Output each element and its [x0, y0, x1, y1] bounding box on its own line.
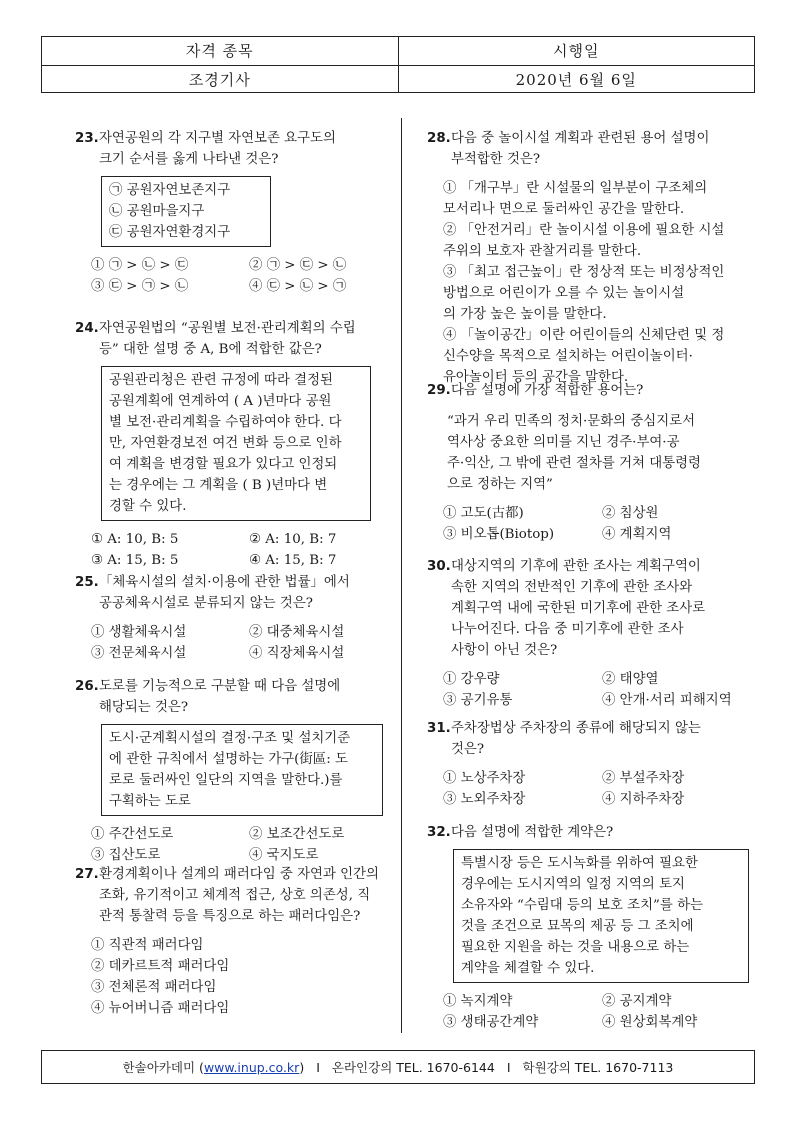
question-stem	[75, 318, 407, 360]
question-27	[75, 864, 407, 1019]
option-1[interactable]: ① 생활체육시설	[91, 625, 187, 640]
header-subject-value: 조경기사	[188, 70, 251, 89]
footer-separator: I	[316, 1059, 320, 1075]
header-date-value: 2020년 6월 6일	[398, 66, 755, 94]
question-number: 27.	[75, 867, 99, 882]
question-number: 24.	[75, 321, 99, 336]
question-25	[75, 572, 407, 664]
exam-header-table	[41, 36, 755, 93]
footer-separator: I	[506, 1059, 511, 1075]
question-number: 23.	[75, 131, 99, 146]
question-box: 특별시장 등은 도시녹화를 위하여 필요한 경우에는 도시지역의 일정 지역의 토지 소유자와 “수림대 등의 보호 조치”를 하는 것을 조건으로 묘목의 제공 등 그 조치에 필요한 지원을 하는 것을 내용으로 하는 계약을 체결할 수 있다.	[453, 849, 749, 983]
answer-options	[75, 529, 407, 571]
question-number: 25.	[75, 575, 99, 590]
question-26	[75, 676, 407, 866]
question-number: 28.	[427, 131, 451, 146]
question-box: ㉠ 공원자연보존지구 ㉡ 공원마을지구 ㉢ 공원자연환경지구	[101, 176, 271, 247]
option-1[interactable]: ① 직관적 패러다임	[91, 938, 204, 953]
option-2[interactable]: ② ㉠ > ㉢ > ㉡	[249, 258, 347, 273]
footer-online-phone: 온라인강의 TEL. 1670-6144	[331, 1060, 495, 1075]
question-stem	[75, 572, 407, 614]
option-4[interactable]: ④ 「놀이공간」이란 어린이들의 신체단련 및 정 신수양을 목적으로 설치하는 어린이놀이터· 유아놀이터 등의 공간을 말한다.	[443, 328, 725, 385]
option-4[interactable]: ④ 국지도로	[249, 848, 319, 863]
question-quote: “과거 우리 민족의 정치·문화의 중심지로서 역사상 중요한 의미를 지닌 경주·부여·공 주·익산, 그 밖에 관련 절차를 거쳐 대통령령 으로 정하는 지역”	[447, 414, 701, 492]
option-2[interactable]: ② A: 10, B: 7	[249, 532, 337, 547]
option-1[interactable]: ① A: 10, B: 5	[91, 532, 179, 547]
question-text: 「체육시설의 설치·이용에 관한 법률」에서 공공체육시설로 분류되지 않는 것은?	[99, 575, 350, 611]
question-stem	[75, 676, 407, 718]
question-number: 32.	[427, 825, 451, 840]
option-2[interactable]: ② 보조간선도로	[249, 827, 345, 842]
option-2[interactable]: ② 부설주차장	[602, 771, 685, 786]
header-date-title: 시행일	[398, 37, 755, 65]
option-1[interactable]: ① 녹지계약	[443, 994, 513, 1009]
answer-options	[75, 824, 407, 866]
question-stem	[427, 556, 761, 661]
question-text: 주차장법상 주차장의 종류에 해당되지 않는 것은?	[451, 721, 701, 757]
question-number: 30.	[427, 559, 451, 574]
question-text: 대상지역의 기후에 관한 조사는 계획구역이 속한 지역의 전반적인 기후에 관한 조사와 계획구역 내에 국한된 미기후에 관한 조사로 나누어진다. 다음 중 미기후에 관한 조사 사항이 아닌 것은?	[451, 559, 706, 658]
question-text: 자연공원의 각 지구별 자연보존 요구도의 크기 순서를 옳게 나타낸 것은?	[99, 131, 336, 167]
question-stem	[75, 128, 407, 170]
option-3[interactable]: ③ A: 15, B: 5	[91, 553, 179, 568]
question-text: 도로를 기능적으로 구분할 때 다음 설명에 해당되는 것은?	[99, 679, 341, 715]
answer-options	[427, 178, 761, 388]
option-4[interactable]: ④ 뉴어버니즘 패러다임	[91, 1001, 230, 1016]
question-number: 31.	[427, 721, 451, 736]
option-4[interactable]: ④ 계획지역	[602, 527, 672, 542]
question-box: 도시·군계획시설의 결정·구조 및 설치기준 에 관한 규칙에서 설명하는 가구(街區: 도 로로 둘러싸인 일단의 지역을 말한다.)를 구획하는 도로	[101, 724, 383, 816]
question-text: 다음 설명에 적합한 계약은?	[451, 825, 614, 840]
option-1[interactable]: ① 강우량	[443, 672, 500, 687]
answer-options	[75, 622, 407, 664]
answer-options	[427, 669, 761, 711]
option-4[interactable]: ④ A: 15, B: 7	[249, 553, 337, 568]
question-31	[427, 718, 761, 810]
option-3[interactable]: ③ 노외주차장	[443, 792, 526, 807]
option-2[interactable]: ② 데카르트적 패러다임	[91, 959, 230, 974]
question-box: 공원관리청은 관련 규정에 따라 결정된 공원계획에 연계하여 ( A )년마다 공원 별 보전·관리계획을 수립하여야 한다. 다 만, 자연환경보전 여건 변화 등으로 인하 여 계획을 변경할 필요가 있다고 인정되 는 경우에는 그 계획을 ( B )년마다 변 경할 수 있다.	[101, 366, 371, 521]
option-4[interactable]: ④ 지하주차장	[602, 792, 685, 807]
question-stem	[427, 380, 761, 401]
option-2[interactable]: ② 공지계약	[602, 994, 672, 1009]
question-stem	[427, 822, 761, 843]
question-23	[75, 128, 407, 297]
question-text: 다음 설명에 가장 적합한 용어는?	[451, 383, 644, 398]
option-1[interactable]: ① ㉠ > ㉡ > ㉢	[91, 258, 189, 273]
question-number: 29.	[427, 383, 451, 398]
option-4[interactable]: ④ 안개·서리 피해지역	[602, 693, 732, 708]
option-3[interactable]: ③ 전체론적 패러다임	[91, 980, 217, 995]
question-28	[427, 128, 761, 388]
question-stem	[427, 718, 761, 760]
question-text: 다음 중 놀이시설 계획과 관련된 용어 설명이 부적합한 것은?	[451, 131, 710, 167]
footer-bar	[41, 1050, 755, 1084]
question-text: 자연공원법의 “공원별 보전·관리계획의 수립 등” 대한 설명 중 A, B에 적합한 값은?	[99, 321, 356, 357]
answer-options	[427, 768, 761, 810]
option-3[interactable]: ③ 집산도로	[91, 848, 161, 863]
option-3[interactable]: ③ 전문체육시설	[91, 646, 187, 661]
header-subject-title: 자격 종목	[185, 42, 254, 61]
question-30	[427, 556, 761, 711]
option-1[interactable]: ① 「개구부」란 시설물의 일부분이 구조체의 모서리나 면으로 둘러싸인 공간을 말한다.	[443, 181, 708, 217]
option-3[interactable]: ③ 비오톱(Biotop)	[443, 527, 555, 542]
option-2[interactable]: ② 대중체육시설	[249, 625, 345, 640]
answer-options	[427, 991, 761, 1033]
option-3[interactable]: ③ 「최고 접근높이」란 정상적 또는 비정상적인 방법으로 어린이가 오를 수 있는 놀이시설 의 가장 높은 높이를 말한다.	[443, 265, 725, 322]
footer-offline-phone: 학원강의 TEL. 1670-7113	[522, 1060, 674, 1075]
question-29	[427, 380, 761, 545]
answer-options	[75, 255, 407, 297]
answer-options	[75, 935, 407, 1019]
option-3[interactable]: ③ 공기유통	[443, 693, 513, 708]
option-2[interactable]: ② 태양열	[602, 672, 659, 687]
option-1[interactable]: ① 주간선도로	[91, 827, 174, 842]
header-row-titles	[42, 37, 754, 65]
question-32	[427, 822, 761, 1033]
footer-close-paren: )	[299, 1059, 305, 1075]
option-4[interactable]: ④ 원상회복계약	[602, 1015, 698, 1030]
footer-academy: 한솔아카데미	[122, 1060, 196, 1075]
option-3[interactable]: ③ ㉢ > ㉠ > ㉡	[91, 279, 189, 294]
footer-website-link[interactable]: www.inup.co.kr	[203, 1059, 300, 1075]
question-stem	[75, 864, 407, 927]
option-3[interactable]: ③ 생태공간계약	[443, 1015, 539, 1030]
question-stem	[427, 128, 761, 170]
question-24	[75, 318, 407, 571]
footer-open-paren: (	[199, 1059, 204, 1075]
header-row-values	[42, 65, 754, 94]
question-number: 26.	[75, 679, 99, 694]
option-2[interactable]: ② 침상원	[602, 506, 659, 521]
option-2[interactable]: ② 「안전거리」란 놀이시설 이용에 필요한 시설 주위의 보호자 관찰거리를 말한다.	[443, 223, 725, 259]
option-1[interactable]: ① 노상주차장	[443, 771, 526, 786]
answer-options	[427, 503, 761, 545]
option-4[interactable]: ④ ㉢ > ㉡ > ㉠	[249, 279, 347, 294]
option-1[interactable]: ① 고도(古都)	[443, 506, 524, 521]
question-text: 환경계획이나 설계의 패러다임 중 자연과 인간의 조화, 유기적이고 체계적 접근, 상호 의존성, 직 관적 통찰력 등을 특징으로 하는 패러다임은?	[99, 867, 379, 924]
option-4[interactable]: ④ 직장체육시설	[249, 646, 345, 661]
